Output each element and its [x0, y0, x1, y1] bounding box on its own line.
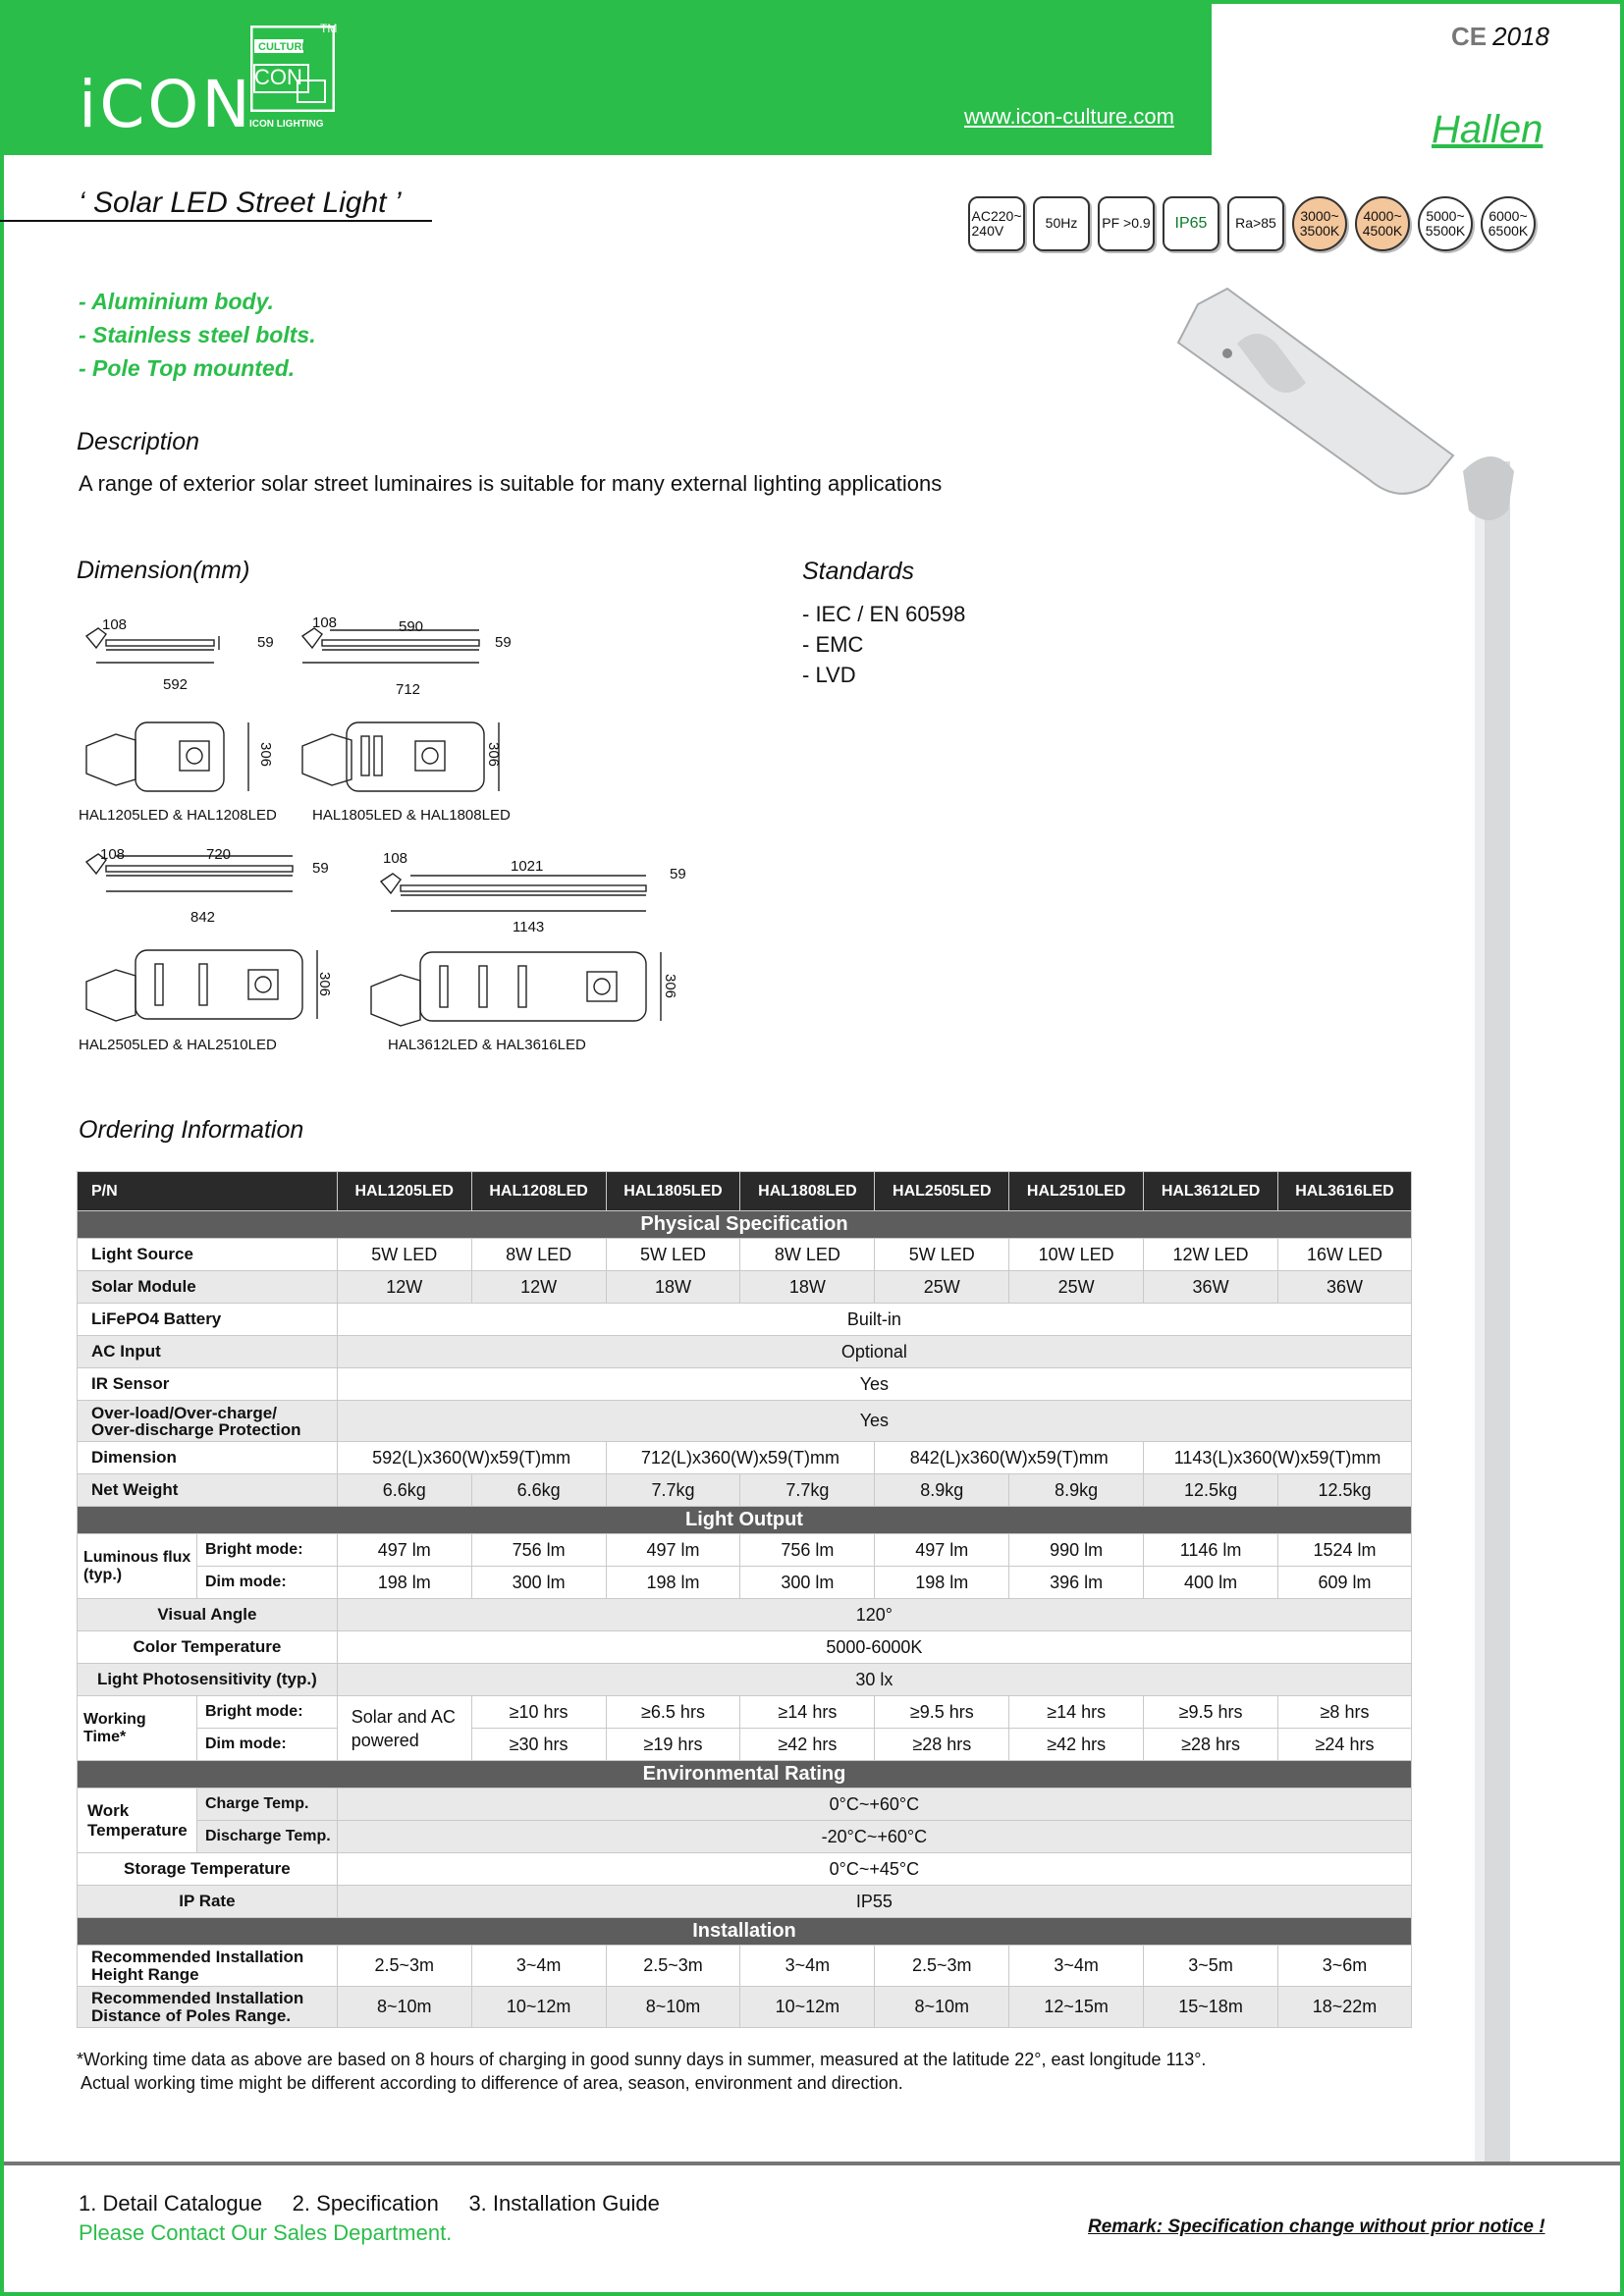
cell: 592(L)x360(W)x59(T)mm: [337, 1442, 606, 1474]
table-row: [78, 1401, 1412, 1442]
cell: 8.9kg: [875, 1474, 1009, 1507]
dim-arm: 108: [102, 616, 128, 633]
model-header: HAL1808LED: [740, 1172, 875, 1211]
row-group-label: Working Time*: [78, 1696, 197, 1761]
cell: 12.5kg: [1278, 1474, 1412, 1507]
logo-trademark: TM: [320, 22, 338, 35]
cell: 18W: [740, 1271, 875, 1304]
cell: 12W LED: [1144, 1239, 1278, 1271]
cell: 2.5~3m: [337, 1946, 471, 1987]
cell: 12~15m: [1009, 1987, 1144, 2028]
cell: 300 lm: [471, 1567, 606, 1599]
row-sublabel: Charge Temp.: [196, 1789, 337, 1821]
row-sublabel: Dim mode:: [196, 1729, 337, 1761]
cell: 8.9kg: [1009, 1474, 1144, 1507]
footer-divider: [4, 2162, 1620, 2165]
cct-6000-badge: 6000~ 6500K: [1481, 196, 1536, 251]
cell: ≥28 hrs: [875, 1729, 1009, 1761]
cell: ≥10 hrs: [471, 1696, 606, 1729]
table-row: [78, 1304, 1412, 1336]
row-label: IP Rate: [78, 1886, 338, 1918]
section-band: [78, 1918, 1412, 1946]
dim-length: 590: [399, 618, 424, 635]
cell: IP55: [337, 1886, 1411, 1918]
cell: Yes: [337, 1401, 1411, 1442]
dim-width: 306: [257, 741, 275, 768]
cell: ≥8 hrs: [1278, 1696, 1412, 1729]
cell: 12W: [471, 1271, 606, 1304]
row-label-line: Over-discharge Protection: [91, 1419, 301, 1439]
band-label: Physical Specification: [78, 1211, 1412, 1239]
table-row: [78, 1729, 1412, 1761]
dim-width: 306: [316, 971, 334, 997]
row-label-line: Luminous flux: [83, 1548, 191, 1566]
row-label: [78, 1946, 338, 1987]
cell: 609 lm: [1278, 1567, 1412, 1599]
cell: 1524 lm: [1278, 1534, 1412, 1567]
dim-group-label: HAL1205LED & HAL1208LED: [79, 807, 277, 824]
standard-item: - EMC: [802, 632, 864, 657]
cct-4000-badge: 4000~ 4500K: [1355, 196, 1410, 251]
cell: 990 lm: [1009, 1534, 1144, 1567]
table-row: [78, 1567, 1412, 1599]
logo-text: iCON: [79, 67, 253, 142]
model-header: HAL1805LED: [606, 1172, 740, 1211]
footnote: [77, 2048, 1206, 2095]
row-label-line: Recommended Installation: [91, 1988, 304, 2007]
table-row: [78, 1534, 1412, 1567]
row-group-label: [78, 1534, 197, 1599]
cell: ≥6.5 hrs: [606, 1696, 740, 1729]
cell: 497 lm: [875, 1534, 1009, 1567]
row-sublabel: Dim mode:: [196, 1567, 337, 1599]
cell: 15~18m: [1144, 1987, 1278, 2028]
table-row: [78, 1946, 1412, 1987]
row-label: Net Weight: [78, 1474, 338, 1507]
model-header: HAL3612LED: [1144, 1172, 1278, 1211]
dim-total: 592: [163, 676, 189, 693]
row-label-line: (typ.): [83, 1566, 123, 1583]
footnote-line: Actual working time might be different according to difference of area, season, environment and direction.: [81, 2073, 903, 2093]
dim-arm: 108: [312, 614, 338, 631]
feature-item: - Stainless steel bolts.: [79, 322, 316, 347]
table-row: [78, 1239, 1412, 1271]
table-row: [78, 1853, 1412, 1886]
website-link[interactable]: www.icon-culture.com: [964, 104, 1174, 129]
dim-height: 59: [257, 634, 274, 651]
model-header: HAL2510LED: [1009, 1172, 1144, 1211]
cell: 18~22m: [1278, 1987, 1412, 2028]
table-row: [78, 1821, 1412, 1853]
section-band: [78, 1507, 1412, 1534]
table-row: [78, 1987, 1412, 2028]
cell: 18W: [606, 1271, 740, 1304]
table-header-row: [78, 1172, 1412, 1211]
cell: 8W LED: [740, 1239, 875, 1271]
model-header: HAL1205LED: [337, 1172, 471, 1211]
cell: 10~12m: [740, 1987, 875, 2028]
row-label-line: Work: [87, 1800, 130, 1820]
row-label: Color Temperature: [78, 1631, 338, 1664]
row-label: [78, 1987, 338, 2028]
cell: 1143(L)x360(W)x59(T)mm: [1144, 1442, 1412, 1474]
table-row: [78, 1664, 1412, 1696]
cell: 5W LED: [606, 1239, 740, 1271]
cell: 30 lx: [337, 1664, 1411, 1696]
dim-group-label: HAL2505LED & HAL2510LED: [79, 1037, 277, 1053]
row-label-line: Over-load/Over-charge/: [91, 1403, 277, 1422]
ordering-table: [77, 1171, 1412, 2028]
section-band: [78, 1761, 1412, 1789]
row-label-line: Height Range: [91, 1964, 199, 1984]
cell: 497 lm: [606, 1534, 740, 1567]
row-label-line: Distance of Poles Range.: [91, 2005, 292, 2025]
cell: 3~4m: [1009, 1946, 1144, 1987]
cell: 25W: [875, 1271, 1009, 1304]
cell: 3~4m: [740, 1946, 875, 1987]
ordering-heading: Ordering Information: [79, 1116, 304, 1144]
footer-links[interactable]: 1. Detail Catalogue 2. Specification 3. Installation Guide: [79, 2191, 660, 2216]
cell: 5W LED: [337, 1239, 471, 1271]
dim-height: 59: [495, 634, 512, 651]
cell: 842(L)x360(W)x59(T)mm: [875, 1442, 1144, 1474]
cell: 756 lm: [471, 1534, 606, 1567]
cell: 6.6kg: [471, 1474, 606, 1507]
cell: 16W LED: [1278, 1239, 1412, 1271]
cell: 8~10m: [875, 1987, 1009, 2028]
row-group-label: [78, 1789, 197, 1853]
model-header: HAL2505LED: [875, 1172, 1009, 1211]
cell: 0°C~+60°C: [337, 1789, 1411, 1821]
table-row: [78, 1336, 1412, 1368]
dim-height: 59: [312, 860, 329, 877]
row-label: AC Input: [78, 1336, 338, 1368]
cell: 25W: [1009, 1271, 1144, 1304]
cell: 198 lm: [337, 1567, 471, 1599]
section-band: [78, 1211, 1412, 1239]
standard-item: - IEC / EN 60598: [802, 602, 966, 626]
description-text: A range of exterior solar street luminaires is suitable for many external lighting applications: [79, 471, 943, 496]
logo-subtitle: ICON LIGHTING: [249, 119, 324, 130]
cell: ≥42 hrs: [1009, 1729, 1144, 1761]
cell: 7.7kg: [740, 1474, 875, 1507]
cell: 198 lm: [875, 1567, 1009, 1599]
model-header: HAL1208LED: [471, 1172, 606, 1211]
year: 2018: [1492, 22, 1549, 51]
standards-list: [802, 599, 965, 690]
cell: 400 lm: [1144, 1567, 1278, 1599]
cell: 5000-6000K: [337, 1631, 1411, 1664]
cell: ≥19 hrs: [606, 1729, 740, 1761]
cell: Solar and AC powered: [337, 1696, 471, 1761]
cell: 3~4m: [471, 1946, 606, 1987]
cell: Yes: [337, 1368, 1411, 1401]
cell: 3~5m: [1144, 1946, 1278, 1987]
model-name: Hallen: [1432, 108, 1543, 151]
cell: 396 lm: [1009, 1567, 1144, 1599]
row-label-line: Recommended Installation: [91, 1947, 304, 1966]
band-label: Installation: [78, 1918, 1412, 1946]
cell: ≥42 hrs: [740, 1729, 875, 1761]
row-sublabel: Bright mode:: [196, 1534, 337, 1567]
cell: ≥9.5 hrs: [1144, 1696, 1278, 1729]
row-label: IR Sensor: [78, 1368, 338, 1401]
cell: 120°: [337, 1599, 1411, 1631]
row-sublabel: Discharge Temp.: [196, 1821, 337, 1853]
dim-length: 1021: [511, 858, 544, 875]
table-row: [78, 1474, 1412, 1507]
cell: 2.5~3m: [875, 1946, 1009, 1987]
cell: 8~10m: [337, 1987, 471, 2028]
cell: 300 lm: [740, 1567, 875, 1599]
table-row: [78, 1368, 1412, 1401]
feature-item: - Pole Top mounted.: [79, 355, 296, 381]
footnote-line: *Working time data as above are based on 8 hours of charging in good sunny days in summer, measured at the latitude 22°, east longitude 113°.: [77, 2050, 1207, 2069]
table-row: [78, 1886, 1412, 1918]
pn-header: P/N: [78, 1172, 338, 1211]
dimension-drawings: [77, 609, 715, 1041]
row-label: Dimension: [78, 1442, 338, 1474]
product-title-text: ‘ Solar LED Street Light ’: [79, 187, 402, 219]
table-row: [78, 1789, 1412, 1821]
cell: ≥24 hrs: [1278, 1729, 1412, 1761]
dim-total: 712: [396, 681, 421, 698]
dim-arm: 108: [383, 850, 408, 867]
band-label: Environmental Rating: [78, 1761, 1412, 1789]
model-header: HAL3616LED: [1278, 1172, 1412, 1211]
cell: 0°C~+45°C: [337, 1853, 1411, 1886]
standards-heading: Standards: [802, 558, 914, 585]
standard-item: - LVD: [802, 663, 856, 687]
cell: 36W: [1144, 1271, 1278, 1304]
cell: 756 lm: [740, 1534, 875, 1567]
row-label: Light Photosensitivity (typ.): [78, 1664, 338, 1696]
header-banner: [0, 0, 1212, 155]
ip-rating-badge: IP65: [1163, 196, 1219, 251]
cell: -20°C~+60°C: [337, 1821, 1411, 1853]
cell: 198 lm: [606, 1567, 740, 1599]
frequency-badge: 50Hz: [1033, 196, 1090, 251]
dimension-heading: Dimension(mm): [77, 557, 250, 584]
cell: Optional: [337, 1336, 1411, 1368]
ce-mark-icon: CE: [1451, 22, 1488, 51]
cell: 7.7kg: [606, 1474, 740, 1507]
cell: 36W: [1278, 1271, 1412, 1304]
row-label: LiFePO4 Battery: [78, 1304, 338, 1336]
cell: 5W LED: [875, 1239, 1009, 1271]
dim-total: 842: [190, 909, 216, 926]
cell: 497 lm: [337, 1534, 471, 1567]
dim-width: 306: [485, 741, 503, 768]
cri-badge: Ra>85: [1227, 196, 1284, 251]
row-label: Storage Temperature: [78, 1853, 338, 1886]
cell: 10~12m: [471, 1987, 606, 2028]
spec-badges: [968, 196, 1536, 251]
logo-mark-top: CULTURE: [258, 41, 309, 53]
contact-text: Please Contact Our Sales Department.: [79, 2220, 453, 2245]
ce-year: [1451, 22, 1549, 52]
cell: ≥30 hrs: [471, 1729, 606, 1761]
cell: 8W LED: [471, 1239, 606, 1271]
table-row: [78, 1599, 1412, 1631]
dim-height: 59: [670, 866, 686, 882]
table-row: [78, 1631, 1412, 1664]
cell: Built-in: [337, 1304, 1411, 1336]
row-label: [78, 1401, 338, 1442]
remark-text: Remark: Specification change without prior notice !: [1088, 2216, 1545, 2237]
dim-width: 306: [662, 973, 679, 999]
cell: 6.6kg: [337, 1474, 471, 1507]
row-label: Light Source: [78, 1239, 338, 1271]
cell: 712(L)x360(W)x59(T)mm: [606, 1442, 875, 1474]
cell: 2.5~3m: [606, 1946, 740, 1987]
cell: 3~6m: [1278, 1946, 1412, 1987]
cell: ≥14 hrs: [1009, 1696, 1144, 1729]
row-label-line: Temperature: [87, 1820, 188, 1840]
band-label: Light Output: [78, 1507, 1412, 1534]
voltage-badge: AC220~ 240V: [968, 196, 1025, 251]
row-sublabel: Bright mode:: [196, 1696, 337, 1729]
dim-total: 1143: [513, 919, 545, 935]
cct-5000-badge: 5000~ 5500K: [1418, 196, 1473, 251]
table-row: [78, 1442, 1412, 1474]
feature-item: - Aluminium body.: [79, 289, 274, 314]
dim-length: 720: [206, 846, 232, 863]
cell: ≥28 hrs: [1144, 1729, 1278, 1761]
row-label: Solar Module: [78, 1271, 338, 1304]
power-factor-badge: PF >0.9: [1098, 196, 1155, 251]
cell: ≥9.5 hrs: [875, 1696, 1009, 1729]
dim-arm: 108: [100, 846, 126, 863]
cell: 12.5kg: [1144, 1474, 1278, 1507]
dim-group-label: HAL1805LED & HAL1808LED: [312, 807, 511, 824]
cell: 8~10m: [606, 1987, 740, 2028]
cell: 12W: [337, 1271, 471, 1304]
logo-mark-mid: CON: [254, 65, 302, 89]
row-label: Visual Angle: [78, 1599, 338, 1631]
table-row: [78, 1696, 1412, 1729]
feature-list: [79, 285, 316, 385]
cell: 1146 lm: [1144, 1534, 1278, 1567]
product-title: [0, 187, 432, 222]
logo-mark-icon: [250, 26, 335, 112]
dim-group-label: HAL3612LED & HAL3616LED: [388, 1037, 586, 1053]
cell: 10W LED: [1009, 1239, 1144, 1271]
cct-3000-badge: 3000~ 3500K: [1292, 196, 1347, 251]
cell: ≥14 hrs: [740, 1696, 875, 1729]
table-row: [78, 1271, 1412, 1304]
description-heading: Description: [77, 428, 200, 455]
